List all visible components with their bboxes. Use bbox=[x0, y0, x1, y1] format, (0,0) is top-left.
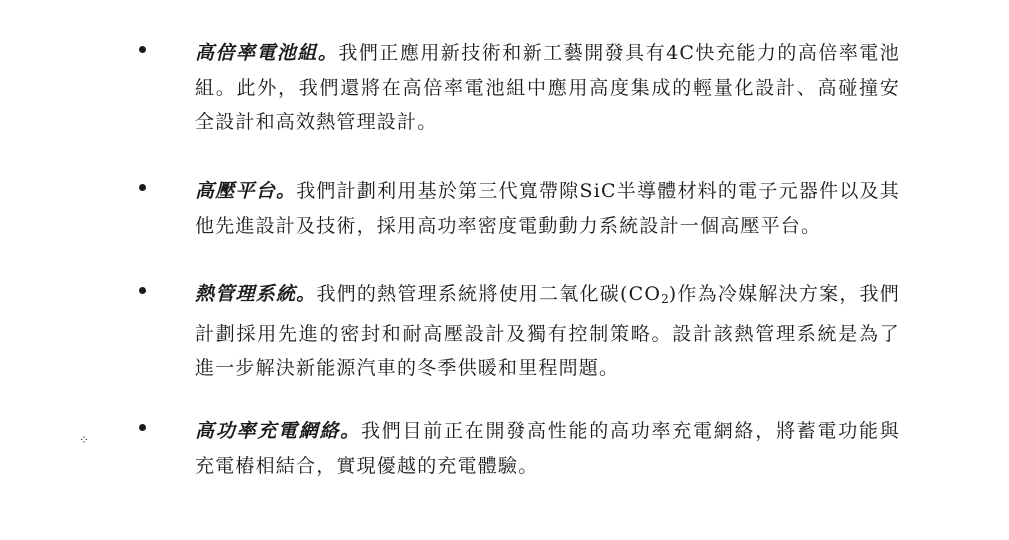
bullet-dot-icon bbox=[139, 424, 146, 431]
bullet-heading: 高功率充電網絡。 bbox=[195, 420, 362, 442]
bullet-dot-icon bbox=[139, 46, 146, 53]
bullet-paragraph bbox=[195, 174, 900, 243]
bullet-dot-icon bbox=[139, 184, 146, 191]
bullet-heading: 高壓平台。 bbox=[195, 180, 297, 202]
bullet-dot-icon bbox=[139, 287, 146, 294]
bullet-heading: 高倍率電池組。 bbox=[195, 42, 339, 64]
bullet-heading: 熱管理系統。 bbox=[195, 283, 317, 305]
bullet-paragraph bbox=[195, 277, 900, 386]
co2-subscript: 2 bbox=[661, 292, 669, 306]
bullet-paragraph bbox=[195, 414, 900, 483]
bullet-body-after: )作為冷媒解決方案，我們計劃採用先進的密封和耐高壓設計及獨有控制策略。設計該熱管理系統是為了進一步解決新能源汽車的冬季供暖和里程問題。 bbox=[195, 283, 900, 379]
bullet-paragraph bbox=[195, 36, 900, 140]
bullet-body: 我們計劃利用基於第三代寬帶隙SiC半導體材料的電子元器件以及其他先進設計及技術，採用高功率密度電動動力系統設計一個高壓平台。 bbox=[195, 180, 900, 237]
bullet-body: 我們正應用新技術和新工藝開發具有4C快充能力的高倍率電池組。此外，我們還將在高倍率電池組中應用高度集成的輕量化設計、高碰撞安全設計和高效熱管理設計。 bbox=[195, 42, 900, 133]
margin-mark-icon: ⁘ bbox=[79, 433, 90, 447]
bullet-body: 我們目前正在開發高性能的高功率充電網絡，將蓄電功能與充電樁相結合，實現優越的充電體驗。 bbox=[195, 420, 900, 477]
bullet-body-before: 我們的熱管理系統將使用二氧化碳(CO bbox=[316, 283, 662, 305]
